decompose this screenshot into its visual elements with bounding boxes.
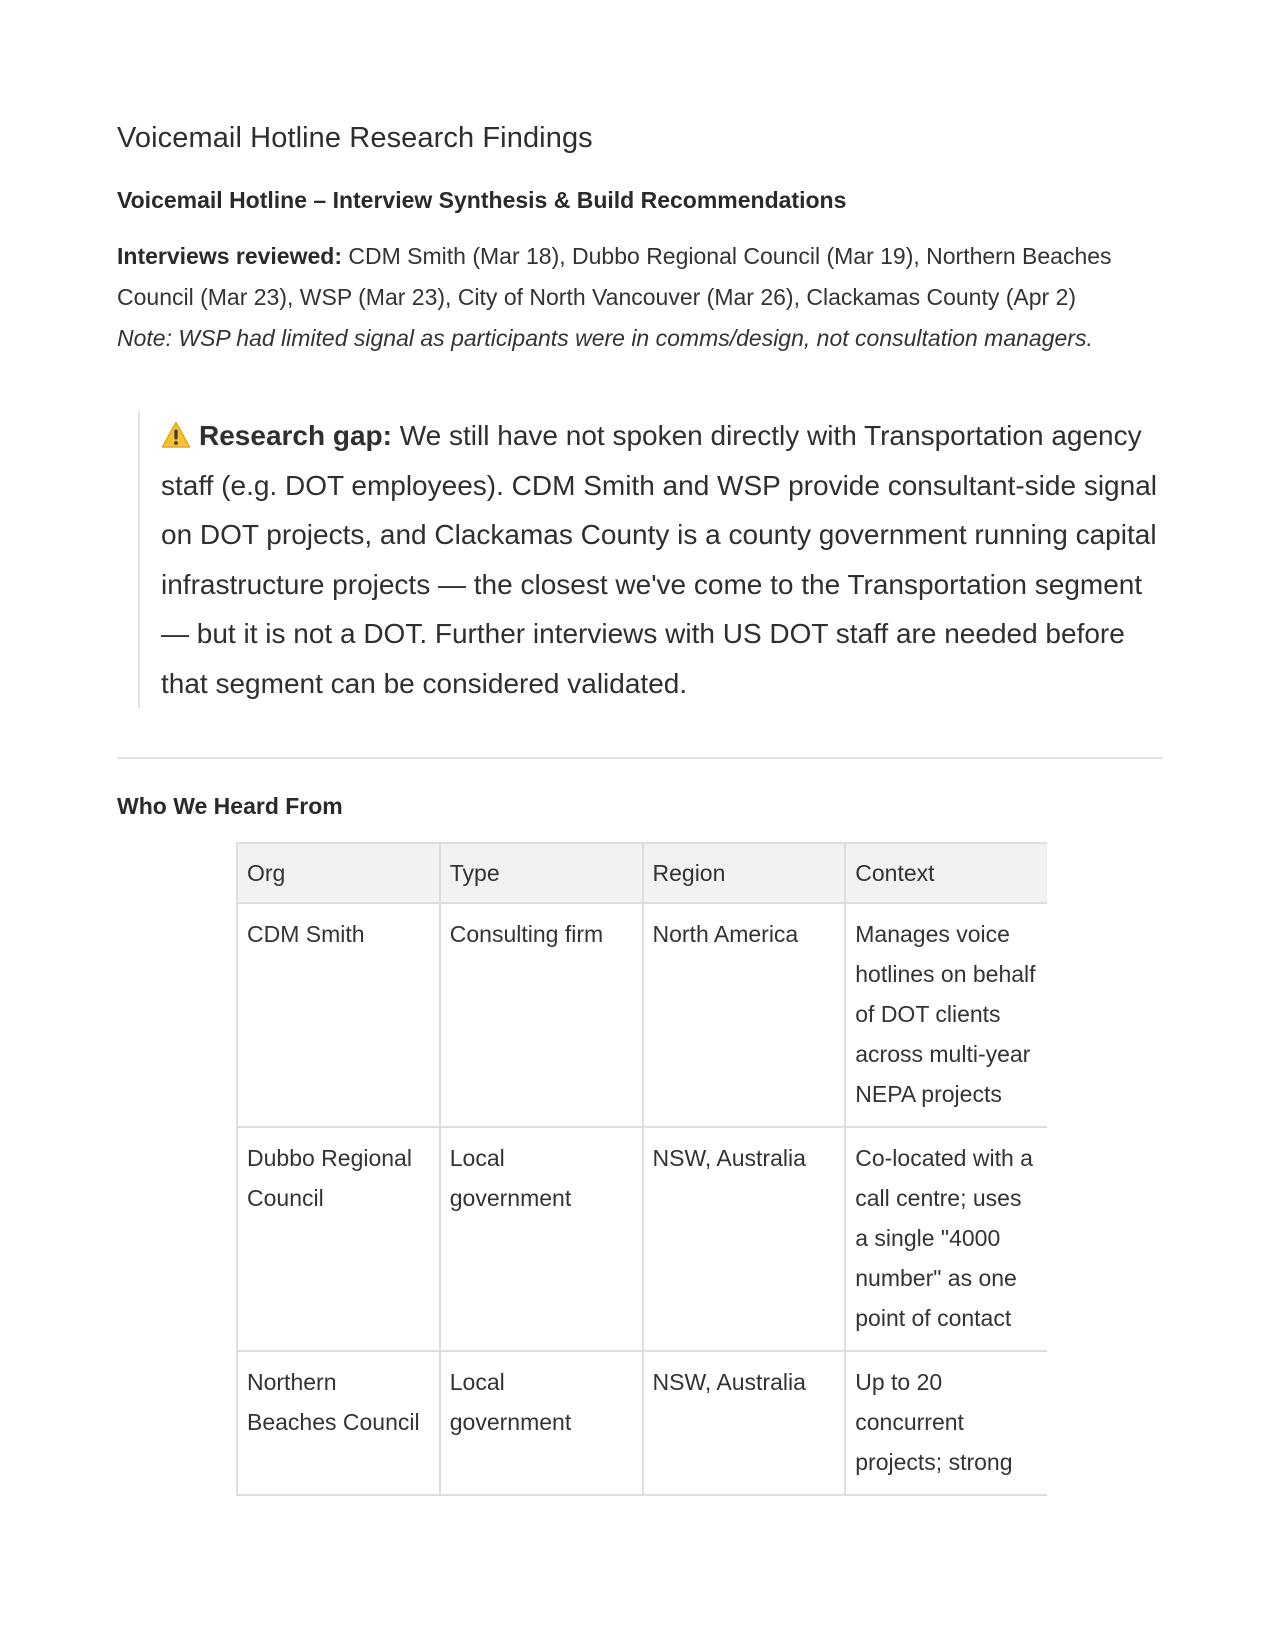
cell-context: Up to 20 concurrent projects; strong (845, 1351, 1047, 1495)
section-divider (117, 757, 1163, 759)
warning-icon (161, 421, 191, 449)
column-header-region: Region (643, 843, 846, 903)
cell-type: Consulting firm (440, 903, 643, 1127)
interviews-text: CDM Smith (Mar 18), Dubbo Regional Council (Mar 19), Northern Beaches Council (Mar 23), WSP (Mar 23), City of North Vancouver (Mar 26), Clackamas County (Apr 2) (117, 243, 1112, 310)
organizations-table (236, 842, 1047, 1496)
cell-region: NSW, Australia (643, 1351, 846, 1495)
column-header-org: Org (237, 843, 440, 903)
section-heading-who-we-heard-from: Who We Heard From (117, 793, 343, 819)
cell-type: Local government (440, 1351, 643, 1495)
cell-org: Dubbo Regional Council (237, 1127, 440, 1351)
column-header-context: Context (845, 843, 1047, 903)
cell-region: North America (643, 903, 846, 1127)
interviews-note: Note: WSP had limited signal as participants were in comms/design, not consultation managers. (117, 325, 1093, 351)
table-row (237, 903, 1047, 1127)
cell-org: CDM Smith (237, 903, 440, 1127)
cell-region: NSW, Australia (643, 1127, 846, 1351)
research-gap-text: We still have not spoken directly with Transportation agency staff (e.g. DOT employees). CDM Smith and WSP provide consultant-side signal on DOT projects, and Clackamas County is a county government running capital infrastructure projects — the closest we've come to the Transportation segment — but it is not a DOT. Further interviews with US DOT staff are needed before that segment can be considered validated. (161, 420, 1157, 699)
cell-type: Local government (440, 1127, 643, 1351)
table-row (237, 1351, 1047, 1495)
cell-context: Manages voice hotlines on behalf of DOT clients across multi-year NEPA projects (845, 903, 1047, 1127)
column-header-type: Type (440, 843, 643, 903)
table-header-row (237, 843, 1047, 903)
interviews-label: Interviews reviewed: (117, 243, 342, 269)
research-gap-callout (138, 411, 1171, 708)
cell-context: Co-located with a call centre; uses a single "4000 number" as one point of contact (845, 1127, 1047, 1351)
research-gap-label: Research gap: (199, 420, 392, 451)
cell-org: Northern Beaches Council (237, 1351, 440, 1495)
table-row (237, 1127, 1047, 1351)
interviews-paragraph (117, 236, 1163, 359)
organizations-table-container (236, 842, 1047, 1587)
document-subtitle: Voicemail Hotline – Interview Synthesis & Build Recommendations (117, 187, 847, 213)
page-title: Voicemail Hotline Research Findings (117, 122, 593, 154)
